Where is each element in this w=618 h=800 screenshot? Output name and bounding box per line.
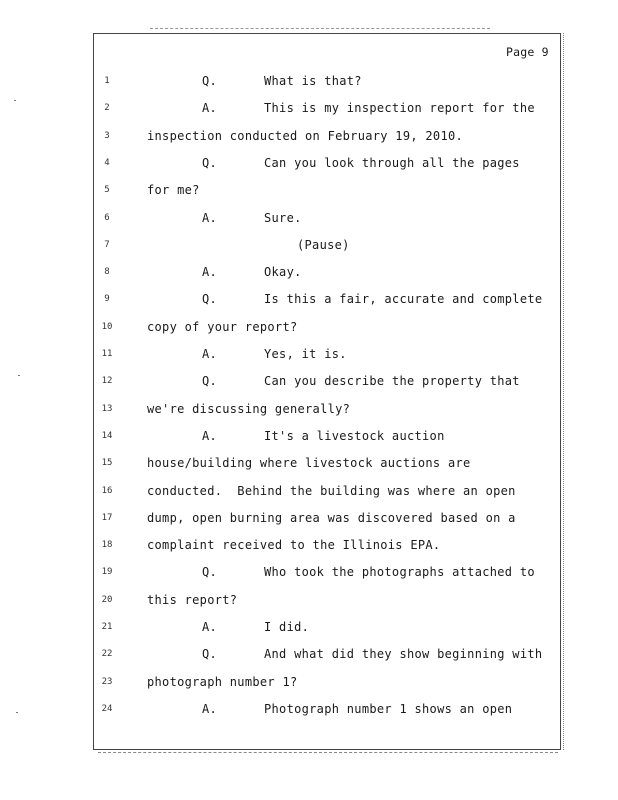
transcript-line-text: What is that?	[264, 74, 362, 88]
line-number: 2	[104, 103, 110, 114]
speaker-label: Q.	[202, 374, 218, 389]
line-number: 6	[104, 212, 110, 223]
page-number: Page 9	[506, 45, 549, 59]
transcript-line-text: this report?	[147, 592, 238, 607]
transcript-line-text: This is my inspection report for the	[264, 101, 535, 116]
page-edge-artifact	[563, 33, 565, 750]
transcript-line-text: for me?	[147, 183, 200, 198]
line-number: 19	[101, 567, 113, 578]
line-number: 24	[101, 703, 113, 714]
line-number: 23	[101, 676, 113, 687]
line-number: 13	[101, 403, 113, 414]
speaker-label: A.	[202, 101, 218, 116]
line-number: 16	[101, 485, 113, 496]
transcript-line-text: complaint received to the Illinois EPA.	[147, 538, 441, 553]
line-number: 11	[101, 349, 113, 359]
speaker-label: A.	[202, 210, 218, 225]
line-number: 15	[101, 458, 113, 469]
speaker-label: Q.	[202, 647, 218, 662]
line-number: 1	[104, 76, 110, 86]
transcript-line-text: inspection conducted on February 19, 2010.	[147, 128, 464, 143]
scan-artifact-bottom	[98, 752, 558, 754]
line-number: 20	[101, 594, 113, 605]
line-number: 10	[101, 321, 113, 332]
transcript-line-text: conducted. Behind the building was where an open	[147, 483, 516, 498]
transcript-line-text: we're discussing generally?	[147, 401, 351, 416]
transcript-line-text: Can you look through all the pages	[264, 155, 520, 170]
transcript-line-text: dump, open burning area was discovered based on a	[147, 510, 516, 525]
line-number: 5	[104, 185, 110, 196]
scan-artifact-top	[150, 28, 490, 30]
line-number: 14	[101, 430, 113, 441]
line-number: 9	[104, 294, 110, 305]
speaker-label: Q.	[202, 74, 218, 88]
speaker-label: A.	[202, 347, 218, 361]
speaker-label: A.	[202, 428, 218, 443]
transcript-line-text: I did.	[264, 620, 310, 634]
transcript-line-text: It's a livestock auction	[264, 428, 445, 443]
transcript-line-text: Sure.	[264, 210, 302, 225]
line-number: 21	[101, 622, 113, 632]
transcript-line-text: Is this a fair, accurate and complete	[264, 292, 543, 307]
line-number: 7	[104, 239, 110, 250]
transcript-line-text: Yes, it is.	[264, 347, 347, 361]
scan-speck	[18, 375, 20, 376]
line-number: 17	[101, 512, 113, 523]
line-number: 3	[104, 130, 110, 141]
transcript-line-text: photograph number 1?	[147, 674, 298, 689]
transcript-line-text: Photograph number 1 shows an open	[264, 701, 513, 716]
line-number: 12	[101, 376, 113, 387]
transcript-line-text: (Pause)	[297, 237, 350, 252]
speaker-label: A.	[202, 265, 218, 280]
scan-speck	[16, 712, 18, 713]
line-number: 4	[104, 157, 110, 168]
line-number: 8	[104, 267, 110, 278]
speaker-label: A.	[202, 701, 218, 716]
speaker-label: Q.	[202, 292, 218, 307]
transcript-line-text: Okay.	[264, 265, 302, 280]
transcript-line-text: Can you describe the property that	[264, 374, 520, 389]
line-number: 18	[101, 540, 113, 551]
line-number: 22	[101, 649, 113, 660]
transcript-line-text: house/building where livestock auctions are	[147, 456, 471, 471]
transcript-line-text: And what did they show beginning with	[264, 647, 543, 662]
speaker-label: A.	[202, 620, 218, 634]
transcript-line-text: Who took the photographs attached to	[264, 565, 535, 580]
scan-speck	[14, 100, 16, 101]
transcript-line-text: copy of your report?	[147, 319, 298, 334]
speaker-label: Q.	[202, 155, 218, 170]
speaker-label: Q.	[202, 565, 218, 580]
